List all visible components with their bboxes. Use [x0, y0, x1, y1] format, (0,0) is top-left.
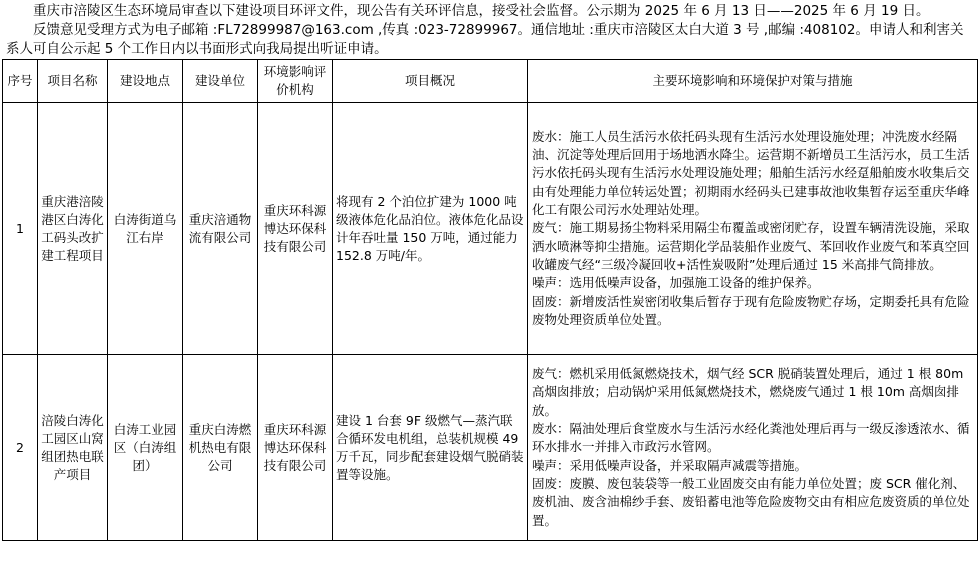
- row-builder: 重庆白涛燃机热电有限公司: [183, 355, 258, 541]
- row-measures: [528, 355, 978, 541]
- row-seq: 1: [3, 103, 38, 355]
- header-location: 建设地点: [108, 60, 183, 103]
- table-header-row: [3, 60, 978, 103]
- measure-noise: 噪声：采用低噪声设备，并采取隔声减震等措施。: [532, 457, 808, 473]
- row-location: 白涛工业园区（白涛组团）: [108, 355, 183, 541]
- row-location: 白涛街道乌江右岸: [108, 103, 183, 355]
- header-seq: 序号: [3, 60, 38, 103]
- row-project-name: 重庆港涪陵港区白涛化工码头改扩建工程项目: [38, 103, 108, 355]
- eia-projects-table: [2, 59, 978, 541]
- header-eia-agency: 环境影响评价机构: [258, 60, 333, 103]
- measure-wastewater: 废水：施工人员生活污水依托码头现有生活污水处理设施处理；冲洗废水经隔油、沉淀等处理后回用于场地洒水降尘。运营期不新增员工生活污水，员工生活污水依托码头现有生活污水处理设施处理；船舶生活污水经趸船舶废水收集后交由有处理能力单位转运处置；初期雨水经码头已建事故池收集暂存运至重庆华峰化工有限公司污水处理站处理。: [532, 128, 970, 218]
- row-builder: 重庆涪通物流有限公司: [183, 103, 258, 355]
- measure-exhaust: 废气：施工期易扬尘物料采用隔尘布覆盖或密闭贮存，设置车辆清洗设施，采取洒水喷淋等抑尘措施。运营期化学品装船作业废气、苯回收作业废气和苯真空回收罐废气经“三级冷凝回收+活性炭吸附”处理后通过 15 米高排气筒排放。: [532, 220, 970, 272]
- row-eia-agency: 重庆环科源博达环保科技有限公司: [258, 355, 333, 541]
- announcement-intro: [0, 0, 979, 59]
- measure-solid-waste: 固废：新增废活性炭密闭收集后暂存于现有危险废物贮存场，定期委托具有危险废物处理资质单位处置。: [532, 293, 970, 327]
- header-project-name: 项目名称: [38, 60, 108, 103]
- row-measures: [528, 103, 978, 355]
- row-overview: 建设 1 台套 9F 级燃气—蒸汽联合循环发电机组，总装机规模 49 万千瓦，同步配套建设烟气脱硝装置等设施。: [333, 355, 528, 541]
- row-seq: 2: [3, 355, 38, 541]
- announcement-paragraph-contact: 反馈意见受理方式为电子邮箱 :FL72899987@163.com ,传真 :023-72899967。通信地址 :重庆市涪陵区太白大道 3 号 ,邮编 :408102。申请人和利害关系人可自公示起 5 个工作日内以书面形式向我局提出听证申请。: [6, 22, 964, 57]
- table-row: [3, 355, 978, 541]
- measure-wastewater: 废水：隔油处理后食堂废水与生活污水经化粪池处理后再与一级反渗透浓水、循环水排水一并排入市政污水管网。: [532, 421, 970, 455]
- row-overview: 将现有 2 个泊位扩建为 1000 吨级液体危化品泊位。液体危化品设计年吞吐量 150 万吨，通过能力 152.8 万吨/年。: [333, 103, 528, 355]
- measure-solid-waste: 固废：废膜、废包装袋等一般工业固废交由有能力单位处置；废 SCR 催化剂、废机油、废含油棉纱手套、废铅蓄电池等危险废物交由有相应危废资质的单位处置。: [532, 475, 970, 528]
- measure-noise: 噪声：选用低噪声设备，加强施工设备的维护保养。: [532, 275, 820, 291]
- header-builder: 建设单位: [183, 60, 258, 103]
- header-measures: 主要环境影响和环境保护对策与措施: [528, 60, 978, 103]
- header-overview: 项目概况: [333, 60, 528, 103]
- announcement-paragraph-period: 重庆市涪陵区生态环境局审查以下建设项目环评文件，现公告有关环评信息，接受社会监督。公示期为 2025 年 6 月 13 日——2025 年 6 月 19 日。: [33, 3, 930, 19]
- table-row: [3, 103, 978, 355]
- measure-exhaust: 废气：燃机采用低氮燃烧技术，烟气经 SCR 脱硝装置处理后，通过 1 根 80m 高烟囱排放；启动锅炉采用低氮燃烧技术，燃烧废气通过 1 根 10m 高烟囱排放。: [532, 366, 964, 418]
- row-project-name: 涪陵白涛化工园区山窝组团热电联产项目: [38, 355, 108, 541]
- row-eia-agency: 重庆环科源博达环保科技有限公司: [258, 103, 333, 355]
